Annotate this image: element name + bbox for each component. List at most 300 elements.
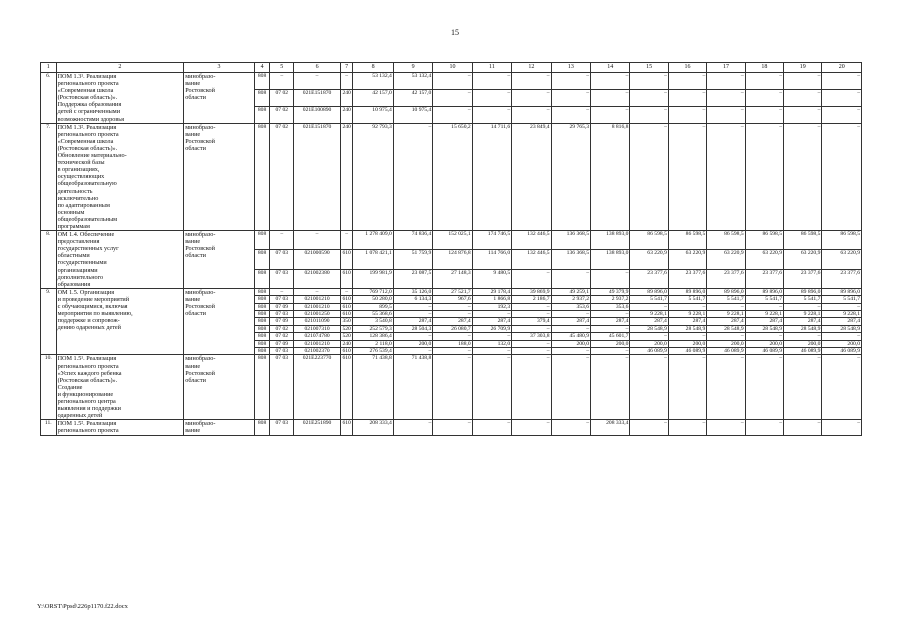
table-cell-col-16: – — [668, 89, 706, 106]
table-cell-col-6: 021002370 — [294, 348, 341, 355]
table-cell-col-7: 610 — [340, 355, 352, 420]
table-cell-col-7: 610 — [340, 311, 352, 318]
row-number: 6. — [41, 73, 57, 124]
table-cell-col-9: – — [393, 333, 432, 340]
table-cell-col-19: – — [784, 123, 822, 230]
table-cell-col-17: 63 220,9 — [707, 250, 745, 269]
table-cell-col-17: – — [707, 73, 745, 90]
table-cell-col-20: 28 548,9 — [822, 325, 862, 332]
table-cell-col-8: 50 280,0 — [353, 296, 393, 303]
table-cell-col-10: 27 521,7 — [433, 288, 472, 295]
table-cell-col-9: – — [393, 303, 432, 310]
table-cell-col-19: 46 089,9 — [784, 348, 822, 355]
table-cell-col-6: 021000590 — [294, 250, 341, 269]
table-cell-col-15: 63 220,9 — [630, 250, 668, 269]
row-number: 8. — [41, 231, 57, 289]
table-cell-col-8: 10 975,4 — [353, 106, 393, 123]
table-cell-col-17: 46 089,9 — [707, 348, 745, 355]
table-row — [41, 231, 862, 250]
table-cell-col-17: – — [707, 123, 745, 230]
table-cell-col-16: – — [668, 303, 706, 310]
table-cell-col-7: 610 — [340, 303, 352, 310]
table-cell-col-8: 199 981,9 — [353, 269, 393, 288]
table-cell-col-12: 2 186,7 — [512, 296, 551, 303]
column-number-19: 19 — [784, 63, 822, 73]
table-cell-col-13: 136 368,5 — [551, 250, 590, 269]
table-cell-col-8: 1 278 409,0 — [353, 231, 393, 250]
table-cell-col-6: 021001250 — [294, 311, 341, 318]
table-cell-col-11: 14 711,6 — [472, 123, 511, 230]
table-cell-col-11: 9 480,5 — [472, 269, 511, 288]
table-cell-col-4: 808 — [254, 355, 270, 420]
table-cell-col-12: – — [512, 303, 551, 310]
table-cell-col-15: 9 228,1 — [630, 311, 668, 318]
table-cell-col-7: 240 — [340, 106, 352, 123]
table-cell-col-15: 5 541,7 — [630, 296, 668, 303]
table-cell-col-12: – — [512, 89, 551, 106]
column-number-3: 3 — [184, 63, 255, 73]
table-cell-col-19: 86 598,5 — [784, 231, 822, 250]
table-cell-col-10: 27 148,3 — [433, 269, 472, 288]
table-cell-col-15: – — [630, 89, 668, 106]
row-number: 10. — [41, 355, 57, 420]
table-cell-col-16: 5 541,7 — [668, 296, 706, 303]
table-cell-col-11: – — [472, 420, 511, 435]
table-cell-col-4: 808 — [254, 288, 270, 295]
table-cell-col-14: 208 333,4 — [591, 420, 630, 435]
table-cell-col-9: 35 126,0 — [393, 288, 432, 295]
table-cell-col-20: 89 896,0 — [822, 288, 862, 295]
column-number-11: 11 — [472, 63, 511, 73]
table-cell-col-8: 55 368,6 — [353, 311, 393, 318]
table-cell-col-8: 92 793,3 — [353, 123, 393, 230]
table-cell-col-18: 9 228,1 — [745, 311, 783, 318]
column-number-15: 15 — [630, 63, 668, 73]
table-cell-col-5: – — [270, 231, 294, 250]
table-cell-col-10: 26 080,7 — [433, 325, 472, 332]
table-cell-col-14: 200,0 — [591, 340, 630, 347]
table-cell-col-12: 379,4 — [512, 318, 551, 325]
table-cell-col-8: 3 540,8 — [353, 318, 393, 325]
table-cell-col-15: – — [630, 355, 668, 420]
column-number-17: 17 — [707, 63, 745, 73]
table-cell-col-10: 15 650,2 — [433, 123, 472, 230]
table-cell-col-15: – — [630, 73, 668, 90]
column-number-5: 5 — [270, 63, 294, 73]
table-cell-col-9: 28 504,3 — [393, 325, 432, 332]
table-cell-col-4: 808 — [254, 325, 270, 332]
table-cell-col-5: 07 02 — [270, 325, 294, 332]
table-cell-col-16: 28 548,9 — [668, 325, 706, 332]
table-cell-col-12: – — [512, 355, 551, 420]
table-cell-col-12: – — [512, 325, 551, 332]
table-row — [41, 420, 862, 435]
page-number: 15 — [451, 28, 459, 37]
table-cell-col-17: – — [707, 303, 745, 310]
table-cell-col-13: – — [551, 348, 590, 355]
table-cell-col-12: – — [512, 106, 551, 123]
column-number-8: 8 — [353, 63, 393, 73]
table-cell-col-12: – — [512, 420, 551, 435]
table-cell-col-9: 71 438,8 — [393, 355, 432, 420]
table-cell-col-14: 8 816,8 — [591, 123, 630, 230]
table-cell-col-15: 28 548,9 — [630, 325, 668, 332]
table-cell-col-6: 021E151870 — [294, 89, 341, 106]
table-cell-col-4: 808 — [254, 73, 270, 90]
table-cell-col-5: 07 03 — [270, 348, 294, 355]
table-cell-col-9: 287,4 — [393, 318, 432, 325]
table-cell-col-10: – — [433, 355, 472, 420]
table-cell-col-4: 808 — [254, 231, 270, 250]
table-cell-col-15: 86 598,5 — [630, 231, 668, 250]
column-number-7: 7 — [340, 63, 352, 73]
table-cell-col-9: 53 132,4 — [393, 73, 432, 90]
measure-name: ПОМ 1.3². Реализация регионального проекта «Современная школа (Ростовская область)». Обновление материально- технической базы в организациях, осуществляющих общеобразовательную деятельность исключительно по адаптированным основным общеобразовательным программам — [56, 123, 184, 230]
row-number: 9. — [41, 288, 57, 355]
table-cell-col-20: – — [822, 106, 862, 123]
table-cell-col-8: 208 333,4 — [353, 420, 393, 435]
table-cell-col-18: – — [745, 420, 783, 435]
table-cell-col-14: 287,4 — [591, 318, 630, 325]
measure-name: ПОМ 1.5¹. Реализация регионального проекта «Успех каждого ребенка (Ростовская область)». Создание и функционирование регионального центра выявления и поддержки одаренных детей — [56, 355, 184, 420]
table-cell-col-17: – — [707, 355, 745, 420]
table-cell-col-20: 200,0 — [822, 340, 862, 347]
table-cell-col-13: 200,0 — [551, 340, 590, 347]
table-cell-col-11: 29 178,4 — [472, 288, 511, 295]
table-cell-col-5: 07 03 — [270, 250, 294, 269]
table-cell-col-5: 07 03 — [270, 311, 294, 318]
table-cell-col-4: 808 — [254, 89, 270, 106]
table-cell-col-15: – — [630, 123, 668, 230]
table-cell-col-13: – — [551, 325, 590, 332]
table-cell-col-12: – — [512, 269, 551, 288]
table-cell-col-6: – — [294, 288, 341, 295]
table-cell-col-19: – — [784, 303, 822, 310]
table-cell-col-20: – — [822, 123, 862, 230]
table-cell-col-4: 808 — [254, 348, 270, 355]
table-cell-col-16: – — [668, 106, 706, 123]
measure-name: ОМ 1.5. Организация и проведение мероприятий с обучающимися, включая мероприятия по выявлению, поддержке и сопровож- дению одаренных детей — [56, 288, 184, 355]
table-cell-col-18: 89 896,0 — [745, 288, 783, 295]
table-cell-col-5: 07 09 — [270, 303, 294, 310]
table-cell-col-18: – — [745, 303, 783, 310]
table-cell-col-12: 132 446,5 — [512, 250, 551, 269]
table-cell-col-17: 23 377,6 — [707, 269, 745, 288]
table-cell-col-11: 174 746,5 — [472, 231, 511, 250]
table-cell-col-18: – — [745, 73, 783, 90]
table-cell-col-16: – — [668, 333, 706, 340]
table-cell-col-4: 808 — [254, 333, 270, 340]
table-cell-col-8: 128 386,4 — [353, 333, 393, 340]
table-cell-col-9: 10 975,4 — [393, 106, 432, 123]
table-cell-col-10: – — [433, 420, 472, 435]
table-cell-col-19: 9 228,1 — [784, 311, 822, 318]
table-cell-col-10: 188,0 — [433, 340, 472, 347]
table-cell-col-11: – — [472, 333, 511, 340]
table-cell-col-4: 808 — [254, 340, 270, 347]
table-cell-col-10: 124 876,8 — [433, 250, 472, 269]
table-cell-col-14: – — [591, 106, 630, 123]
table-cell-col-12: – — [512, 348, 551, 355]
table-cell-col-16: 287,4 — [668, 318, 706, 325]
table-cell-col-18: 46 089,9 — [745, 348, 783, 355]
table-cell-col-13: – — [551, 355, 590, 420]
table-cell-col-17: – — [707, 106, 745, 123]
table-cell-col-19: 200,0 — [784, 340, 822, 347]
table-cell-col-4: 808 — [254, 420, 270, 435]
table-cell-col-10: – — [433, 73, 472, 90]
table-cell-col-11: 114 766,0 — [472, 250, 511, 269]
table-cell-col-15: 46 089,9 — [630, 348, 668, 355]
table-cell-col-9: – — [393, 420, 432, 435]
table-cell-col-14: – — [591, 73, 630, 90]
table-cell-col-5: – — [270, 73, 294, 90]
table-cell-col-6: 021001210 — [294, 296, 341, 303]
table-cell-col-7: 610 — [340, 348, 352, 355]
table-cell-col-14: 49 379,9 — [591, 288, 630, 295]
table-cell-col-5: 07 03 — [270, 296, 294, 303]
table-cell-col-16: – — [668, 420, 706, 435]
table-cell-col-7: 240 — [340, 340, 352, 347]
table-cell-col-9: 23 087,5 — [393, 269, 432, 288]
table-cell-col-19: 28 548,9 — [784, 325, 822, 332]
table-cell-col-18: 287,4 — [745, 318, 783, 325]
table-cell-col-11: 26 709,9 — [472, 325, 511, 332]
column-number-18: 18 — [745, 63, 783, 73]
table-cell-col-11: – — [472, 106, 511, 123]
table-cell-col-15: – — [630, 333, 668, 340]
table-cell-col-19: 63 220,9 — [784, 250, 822, 269]
table-cell-col-12: – — [512, 73, 551, 90]
table-cell-col-15: 200,0 — [630, 340, 668, 347]
table-cell-col-9: 74 836,4 — [393, 231, 432, 250]
table-cell-col-9: – — [393, 311, 432, 318]
table-cell-col-16: – — [668, 123, 706, 230]
table-cell-col-17: – — [707, 420, 745, 435]
table-cell-col-20: 9 228,1 — [822, 311, 862, 318]
table-cell-col-14: – — [591, 311, 630, 318]
table-cell-col-19: 23 377,6 — [784, 269, 822, 288]
table-cell-col-5: 07 09 — [270, 318, 294, 325]
table-cell-col-19: 5 541,7 — [784, 296, 822, 303]
table-cell-col-20: – — [822, 73, 862, 90]
table-cell-col-10: – — [433, 311, 472, 318]
table-cell-col-14: 138 893,0 — [591, 250, 630, 269]
table-row — [41, 355, 862, 420]
table-cell-col-20: – — [822, 420, 862, 435]
table-cell-col-6: 021E100890 — [294, 106, 341, 123]
table-row — [41, 288, 862, 295]
column-number-12: 12 — [512, 63, 551, 73]
table-cell-col-19: – — [784, 73, 822, 90]
table-cell-col-15: 23 377,6 — [630, 269, 668, 288]
table-cell-col-20: 287,4 — [822, 318, 862, 325]
table-row — [41, 123, 862, 230]
table-cell-col-13: – — [551, 420, 590, 435]
table-cell-col-8: 71 438,8 — [353, 355, 393, 420]
measure-name: ОМ 1.4. Обеспечение предоставления государственных услуг областными государственными организациями дополнительного образования — [56, 231, 184, 289]
table-cell-col-20: – — [822, 303, 862, 310]
table-cell-col-13: – — [551, 73, 590, 90]
table-cell-col-19: – — [784, 355, 822, 420]
table-cell-col-11: – — [472, 348, 511, 355]
table-cell-col-6: 021074780 — [294, 333, 341, 340]
table-cell-col-7: 520 — [340, 333, 352, 340]
table-cell-col-9: – — [393, 123, 432, 230]
table-cell-col-7: 610 — [340, 269, 352, 288]
table-cell-col-12: 132 446,5 — [512, 231, 551, 250]
table-cell-col-4: 808 — [254, 269, 270, 288]
table-cell-col-17: 200,0 — [707, 340, 745, 347]
table-cell-col-9: 200,0 — [393, 340, 432, 347]
table-cell-col-17: 9 228,1 — [707, 311, 745, 318]
table-cell-col-4: 808 — [254, 250, 270, 269]
table-cell-col-14: 45 601,7 — [591, 333, 630, 340]
table-cell-col-16: – — [668, 355, 706, 420]
table-cell-col-11: – — [472, 73, 511, 90]
table-cell-col-14: – — [591, 89, 630, 106]
table-cell-col-8: 252 579,3 — [353, 325, 393, 332]
table-cell-col-14: – — [591, 269, 630, 288]
table-cell-col-13: 353,6 — [551, 303, 590, 310]
table-cell-col-5: 07 02 — [270, 106, 294, 123]
table-cell-col-14: 2 937,2 — [591, 296, 630, 303]
table-cell-col-6: 021E223770 — [294, 355, 341, 420]
table-cell-col-19: – — [784, 89, 822, 106]
table-cell-col-17: 86 598,5 — [707, 231, 745, 250]
column-number-4: 4 — [254, 63, 270, 73]
table-cell-col-15: – — [630, 106, 668, 123]
table-cell-col-17: 28 548,9 — [707, 325, 745, 332]
table-cell-col-12: – — [512, 311, 551, 318]
table-cell-col-14: – — [591, 348, 630, 355]
table-cell-col-11: 192,3 — [472, 303, 511, 310]
table-cell-col-11: 1 866,8 — [472, 296, 511, 303]
table-cell-col-7: 610 — [340, 250, 352, 269]
table-cell-col-18: 200,0 — [745, 340, 783, 347]
executor-name: минобразо- вание Ростовской области — [184, 231, 255, 289]
column-number-6: 6 — [294, 63, 341, 73]
table-cell-col-11: 132,0 — [472, 340, 511, 347]
measure-name: ПОМ 1.5². Реализация регионального проекта — [56, 420, 184, 435]
table-cell-col-18: 28 548,9 — [745, 325, 783, 332]
table-cell-col-20: – — [822, 333, 862, 340]
row-number: 11. — [41, 420, 57, 435]
column-number-header-row — [41, 63, 862, 73]
table-cell-col-15: – — [630, 303, 668, 310]
table-cell-col-11: – — [472, 89, 511, 106]
column-number-14: 14 — [591, 63, 630, 73]
table-cell-col-7: 350 — [340, 318, 352, 325]
table-cell-col-19: – — [784, 420, 822, 435]
executor-name: минобразо- вание Ростовской области — [184, 123, 255, 230]
table-cell-col-10: – — [433, 303, 472, 310]
table-cell-col-7: 240 — [340, 89, 352, 106]
table-cell-col-5: 07 02 — [270, 123, 294, 230]
table-cell-col-11: – — [472, 355, 511, 420]
table-cell-col-9: 6 134,3 — [393, 296, 432, 303]
table-cell-col-17: 89 896,0 — [707, 288, 745, 295]
table-cell-col-14: – — [591, 325, 630, 332]
table-cell-col-16: 89 896,0 — [668, 288, 706, 295]
table-cell-col-19: 287,4 — [784, 318, 822, 325]
table-cell-col-7: – — [340, 73, 352, 90]
table-cell-col-19: 89 896,0 — [784, 288, 822, 295]
table-cell-col-11: – — [472, 311, 511, 318]
file-path-footer: Y:\ORST\Ppsd\226p1170.f22.docx — [37, 603, 128, 610]
table-cell-col-20: 63 220,9 — [822, 250, 862, 269]
table-cell-col-4: 808 — [254, 303, 270, 310]
executor-name: минобразо- вание Ростовской области — [184, 73, 255, 124]
table-cell-col-9: 42 157,0 — [393, 89, 432, 106]
table-cell-col-10: – — [433, 333, 472, 340]
table-cell-col-13: 29 765,3 — [551, 123, 590, 230]
table-cell-col-5: 07 02 — [270, 89, 294, 106]
table-cell-col-7: 610 — [340, 296, 352, 303]
table-cell-col-4: 808 — [254, 123, 270, 230]
column-number-13: 13 — [551, 63, 590, 73]
table-cell-col-13: 287,4 — [551, 318, 590, 325]
table-cell-col-8: 2 118,0 — [353, 340, 393, 347]
table-cell-col-20: – — [822, 89, 862, 106]
table-cell-col-18: – — [745, 355, 783, 420]
table-cell-col-17: 287,4 — [707, 318, 745, 325]
table-cell-col-19: – — [784, 106, 822, 123]
table-cell-col-11: 287,4 — [472, 318, 511, 325]
table-cell-col-9: 51 759,9 — [393, 250, 432, 269]
table-cell-col-20: 86 598,5 — [822, 231, 862, 250]
column-number-1: 1 — [41, 63, 57, 73]
table-cell-col-14: 138 893,0 — [591, 231, 630, 250]
table-cell-col-4: 808 — [254, 296, 270, 303]
table-cell-col-17: 5 541,7 — [707, 296, 745, 303]
table-cell-col-5: – — [270, 288, 294, 295]
table-cell-col-20: – — [822, 355, 862, 420]
table-cell-col-4: 808 — [254, 318, 270, 325]
table-cell-col-6: 021E251890 — [294, 420, 341, 435]
table-cell-col-19: – — [784, 333, 822, 340]
table-cell-col-5: 07 02 — [270, 333, 294, 340]
table-cell-col-6: – — [294, 73, 341, 90]
table-row — [41, 73, 862, 90]
table-cell-col-15: 287,4 — [630, 318, 668, 325]
table-cell-col-18: 23 377,6 — [745, 269, 783, 288]
table-cell-col-18: – — [745, 333, 783, 340]
table-cell-col-13: 49 259,1 — [551, 288, 590, 295]
table-cell-col-13: – — [551, 89, 590, 106]
table-cell-col-12: 37 303,8 — [512, 333, 551, 340]
table-cell-col-14: – — [591, 355, 630, 420]
column-number-16: 16 — [668, 63, 706, 73]
table-cell-col-4: 808 — [254, 311, 270, 318]
table-cell-col-5: 07 03 — [270, 269, 294, 288]
table-cell-col-7: – — [340, 288, 352, 295]
table-cell-col-18: – — [745, 123, 783, 230]
table-cell-col-8: 899,5 — [353, 303, 393, 310]
table-cell-col-18: – — [745, 89, 783, 106]
table-cell-col-6: – — [294, 231, 341, 250]
table-cell-col-6: 021001210 — [294, 303, 341, 310]
table-cell-col-20: 5 541,7 — [822, 296, 862, 303]
table-cell-col-4: 808 — [254, 106, 270, 123]
table-cell-col-7: – — [340, 231, 352, 250]
table-cell-col-17: – — [707, 89, 745, 106]
table-cell-col-7: 610 — [340, 420, 352, 435]
table-cell-col-6: 021011090 — [294, 318, 341, 325]
table-cell-col-12: 23 849,4 — [512, 123, 551, 230]
table-cell-col-9: – — [393, 348, 432, 355]
table-cell-col-20: 23 377,6 — [822, 269, 862, 288]
